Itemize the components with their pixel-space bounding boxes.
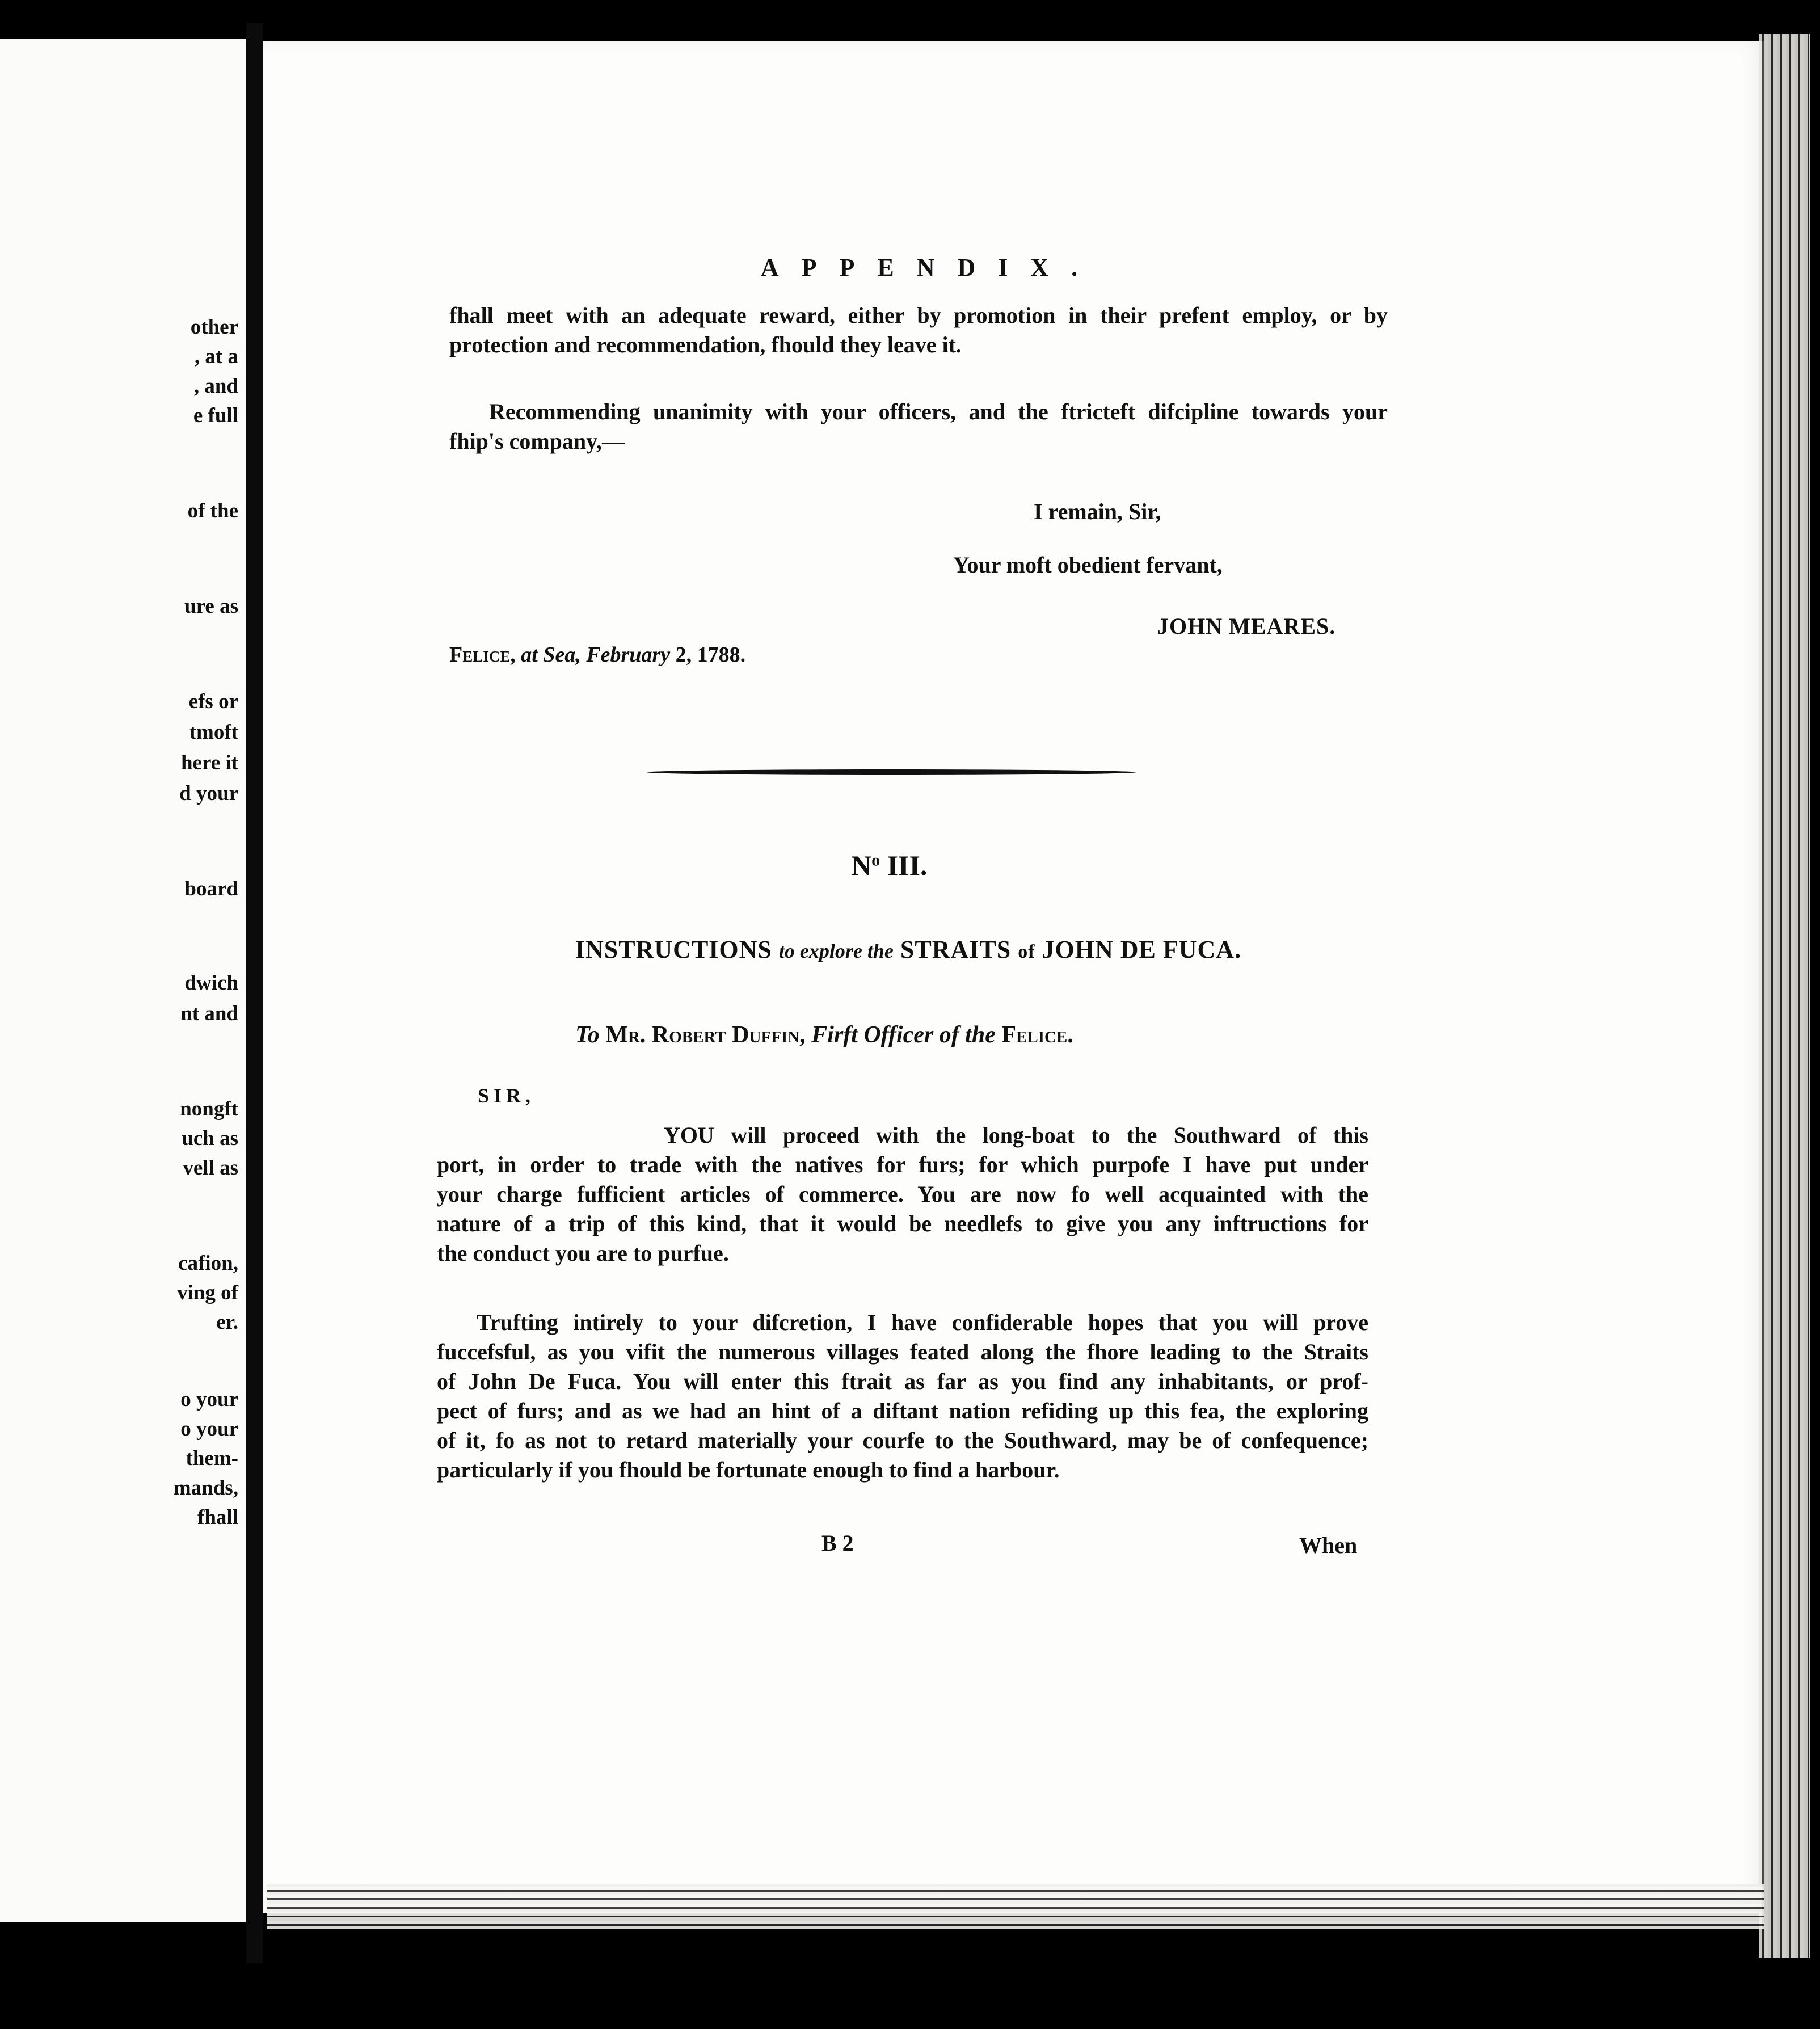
paragraph-recommending — [449, 397, 1388, 456]
catchword: When — [1299, 1533, 1358, 1558]
text-line: nature of a trip of this kind, that it would be needlefs to give you any inftructions for — [437, 1211, 1368, 1236]
facing-page-fragment: nt and — [180, 1002, 238, 1025]
addressee-ship: Felice. — [1001, 1022, 1073, 1048]
heading-part: JOHN DE FUCA. — [1042, 936, 1242, 963]
facing-page-fragment: cafion, — [178, 1252, 238, 1275]
facing-page-fragment: er. — [216, 1311, 238, 1334]
facing-page-fragment: of the — [187, 499, 238, 523]
section-number-prefix: N — [851, 849, 872, 881]
salutation: SIR, — [478, 1084, 536, 1107]
addressee-role: Firft Officer of the — [811, 1022, 996, 1048]
facing-page-fragment: , and — [193, 374, 238, 398]
printer-signature-mark: B 2 — [821, 1530, 854, 1556]
running-head: APPENDIX. — [760, 254, 1101, 281]
facing-page-fragment: d your — [179, 782, 238, 805]
facing-page-fragment: them- — [186, 1447, 238, 1470]
section-number-numeral: III. — [887, 849, 928, 881]
paragraph-reward — [449, 301, 1388, 360]
facing-page-fragment: efs or — [188, 690, 238, 713]
facing-page-fragment: other — [190, 315, 238, 339]
heading-part: STRAITS — [900, 936, 1012, 963]
facing-page-fragment: nongft — [180, 1097, 238, 1121]
section-number-sup: o — [871, 851, 880, 870]
closing-servant: Your moft obedient fervant, — [953, 552, 1223, 578]
closing-remain: I remain, Sir, — [1034, 499, 1161, 524]
text-line: of John De Fuca. You will enter this ftrait as far as you find any inhabitants, or prof- — [437, 1369, 1368, 1394]
addressee-to: To — [575, 1022, 600, 1048]
facing-page-fragment: e full — [193, 404, 238, 427]
paragraph-trusting — [437, 1308, 1368, 1485]
facing-page-fragment: here it — [180, 751, 238, 774]
facing-page-fragment: vell as — [183, 1156, 238, 1180]
facing-page-fragment: ving of — [177, 1281, 238, 1304]
facing-page-fragment: dwich — [184, 971, 238, 995]
facing-page-fragment: o your — [180, 1388, 238, 1411]
text-line: port, in order to trade with the natives for furs; for which purpofe I have put under — [437, 1152, 1368, 1177]
heading-part: to explore the — [778, 940, 894, 962]
dateline-month: February — [586, 643, 671, 667]
addressee-name: Mr. Robert Duffin, — [605, 1022, 806, 1048]
facing-page-fragment: mands, — [173, 1476, 238, 1500]
paragraph-instructions — [437, 1121, 1368, 1268]
page-edge-bottom — [267, 1884, 1764, 1929]
text-line: Recommending unanimity with your officers, and the ftricteft difcipline towards your — [489, 399, 1388, 424]
facing-page-fragment: tmoft — [189, 721, 238, 744]
facing-page-fragment: fhall — [197, 1506, 238, 1529]
text-line: of it, fo as not to retard materially your courfe to the Southward, may be of confequence; — [437, 1428, 1368, 1453]
text-line: YOU will proceed with the long-boat to the Southward of this — [664, 1122, 1368, 1148]
instructions-heading — [486, 935, 1331, 964]
heading-part: INSTRUCTIONS — [575, 936, 772, 963]
facing-page-fragment: ure as — [184, 595, 238, 618]
text-line: fuccefsful, as you vifit the numerous villages feated along the fhore leading to the Straits — [437, 1339, 1368, 1365]
facing-page-fragment: board — [184, 877, 238, 900]
page-edge-right — [1759, 34, 1810, 1958]
text-line: Trufting intirely to your difcretion, I have confiderable hopes that you will prove — [477, 1310, 1368, 1335]
dateline-day-year: 2, 1788. — [675, 643, 746, 667]
text-line: particularly if you fhould be fortunate enough to find a harbour. — [437, 1457, 1060, 1483]
heading-part: of — [1018, 941, 1035, 962]
dateline-at-sea: at Sea, — [521, 643, 581, 667]
section-number — [851, 849, 927, 882]
dateline — [449, 642, 745, 667]
book-gutter — [246, 23, 263, 1963]
text-line: pect of furs; and as we had an hint of a diftant nation refiding up this fea, the exploring — [437, 1398, 1368, 1424]
text-line: the conduct you are to purfue. — [437, 1240, 729, 1266]
text-line: protection and recommendation, fhould they leave it. — [449, 332, 962, 357]
facing-page — [0, 39, 246, 1922]
text-line: your charge fufficient articles of commerce. You are now fo well acquainted with the — [437, 1181, 1368, 1207]
addressee-line — [575, 1021, 1073, 1049]
signature-name: JOHN MEARES. — [1157, 613, 1336, 639]
facing-page-fragment: uch as — [182, 1127, 238, 1150]
facing-page-fragment: , at a — [194, 345, 238, 368]
facing-page-fragment: o your — [180, 1417, 238, 1441]
text-line: fhall meet with an adequate reward, either by promotion in their prefent employ, or by — [449, 302, 1388, 328]
text-line: fhip's company,— — [449, 428, 625, 454]
dateline-place: Felice, — [449, 643, 516, 667]
section-divider — [647, 769, 1136, 775]
